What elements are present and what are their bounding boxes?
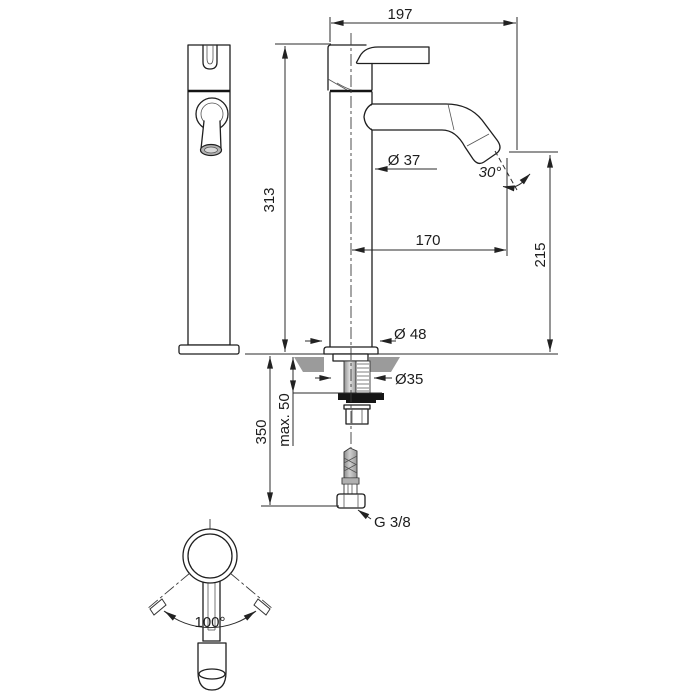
front-base-collar	[333, 354, 368, 361]
dim-label-d37: Ø 37	[387, 152, 421, 169]
dim-label-g38: G 3/8	[374, 514, 411, 531]
dim-body-height	[261, 44, 331, 352]
dim-label-313: 313	[261, 187, 278, 213]
fixing-stud	[344, 361, 356, 395]
dim-thread-size	[358, 510, 411, 531]
swivel-tick-right	[254, 599, 270, 615]
dim-spout-diameter	[375, 152, 437, 169]
dim-label-30deg: 30°	[478, 164, 502, 181]
dim-label-215: 215	[532, 242, 549, 268]
top-view	[147, 519, 273, 690]
hose-neck	[344, 484, 357, 494]
shank-nut	[346, 409, 368, 424]
dim-outlet-height	[509, 152, 558, 352]
dim-label-d35: Ø35	[395, 371, 424, 388]
top-body-ring-outer	[183, 529, 237, 583]
swivel-line-left	[147, 573, 190, 609]
dim-label-max50: max. 50	[276, 393, 293, 447]
top-handle-bar-fill	[203, 578, 220, 641]
swivel-line-right	[230, 573, 273, 609]
dim-label-197: 197	[387, 6, 413, 23]
dim-label-d48: Ø 48	[394, 326, 427, 343]
dim-label-170: 170	[415, 232, 441, 249]
dim-label-100deg: 100°	[194, 614, 226, 631]
side-view	[179, 45, 239, 354]
swivel-tick-left	[150, 599, 166, 615]
deck-left	[294, 357, 324, 372]
fastening-washer	[338, 393, 384, 403]
dimensions	[253, 6, 558, 531]
top-spout-bar	[198, 643, 226, 690]
side-base-flange	[179, 345, 239, 354]
supply-hose-braid	[344, 448, 357, 478]
dim-label-350: 350	[253, 419, 270, 445]
side-grip-end-inner	[205, 147, 218, 153]
deck-right	[369, 357, 400, 372]
g38-connection-nut	[337, 494, 365, 508]
hose-crimp-collar	[342, 478, 359, 484]
front-lever	[357, 47, 430, 64]
